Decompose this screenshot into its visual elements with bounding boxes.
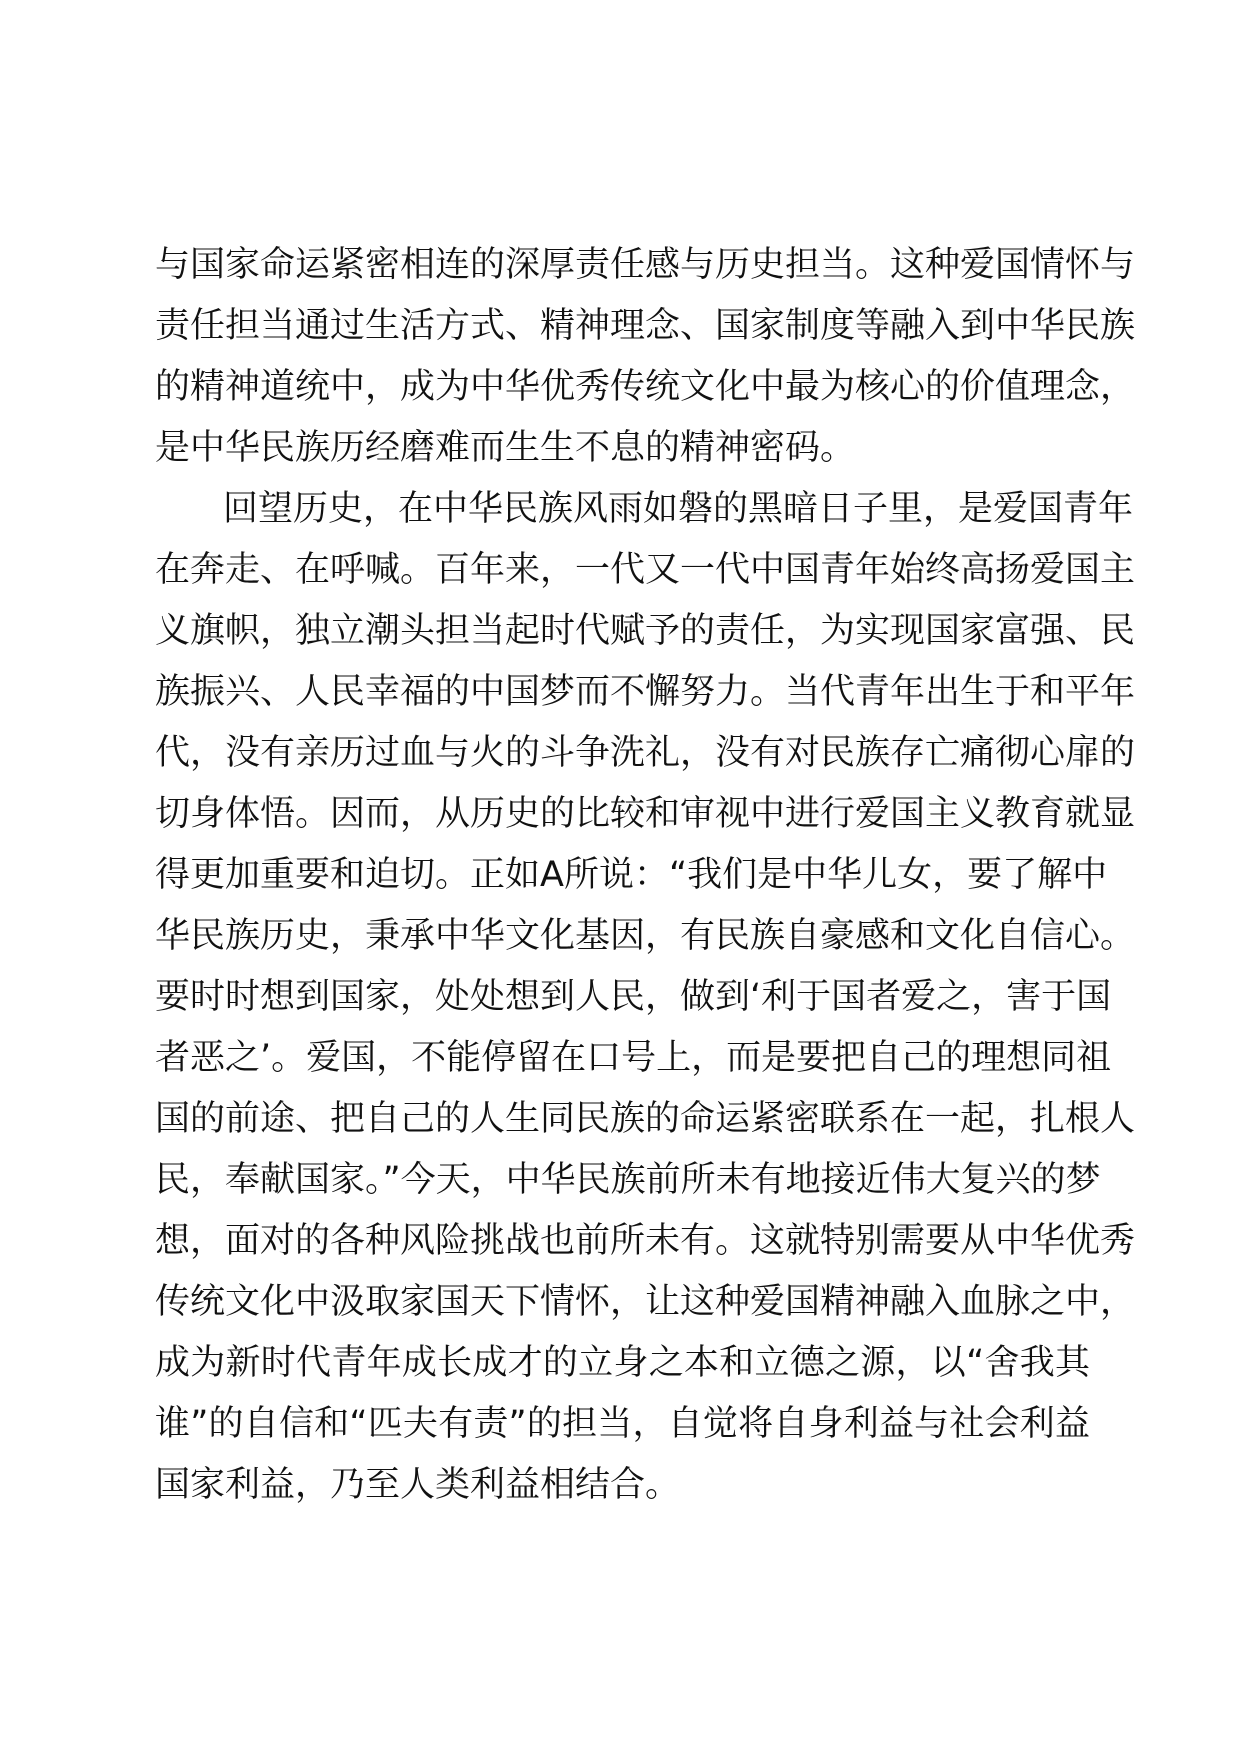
- text-line: 义旗帜，独立潮头担当起时代赋予的责任，为实现国家富强、民: [155, 611, 1136, 651]
- text-line: 在奔走、在呼喊。百年来，一代又一代中国青年始终高扬爱国主: [155, 550, 1136, 590]
- text-line: 回望历史，在中华民族风雨如磐的黑暗日子里，是爱国青年: [223, 489, 1134, 529]
- text-line: 谁”的自信和“匹夫有责”的担当，自觉将自身利益与社会利益: [155, 1404, 1090, 1444]
- text-line: 成为新时代青年成长成才的立身之本和立德之源，以“舍我其: [155, 1343, 1090, 1383]
- text-line: 要时时想到国家，处处想到人民，做到‘利于国者爱之，害于国: [155, 977, 1112, 1017]
- text-line: 传统文化中汲取家国天下情怀，让这种爱国精神融入血脉之中，: [155, 1282, 1136, 1322]
- body-text: [155, 235, 1136, 1516]
- text-line: 是中华民族历经磨难而生生不息的精神密码。: [155, 428, 856, 468]
- text-line: 族振兴、人民幸福的中国梦而不懈努力。当代青年出生于和平年: [155, 672, 1136, 712]
- text-line: 切身体悟。因而，从历史的比较和审视中进行爱国主义教育就显: [155, 794, 1136, 834]
- paragraph-2: [155, 479, 1136, 1516]
- text-line: 与国家命运紧密相连的深厚责任感与历史担当。这种爱国情怀与: [155, 245, 1136, 285]
- text-line: 代，没有亲历过血与火的斗争洗礼，没有对民族存亡痛彻心扉的: [155, 733, 1136, 773]
- text-line: 民，奉献国家。”今天，中华民族前所未有地接近伟大复兴的梦: [155, 1160, 1101, 1200]
- text-line: 想，面对的各种风险挑战也前所未有。这就特别需要从中华优秀: [155, 1221, 1136, 1261]
- text-line: 责任担当通过生活方式、精神理念、国家制度等融入到中华民族: [155, 306, 1136, 346]
- text-line: 华民族历史，秉承中华文化基因，有民族自豪感和文化自信心。: [155, 916, 1136, 956]
- text-line: 得更加重要和迫切。正如A所说：“我们是中华儿女，要了解中: [155, 855, 1108, 895]
- text-line: 国家利益，乃至人类利益相结合。: [155, 1465, 681, 1505]
- text-line: 者恶之’。爱国，不能停留在口号上，而是要把自己的理想同祖: [155, 1038, 1112, 1078]
- text-line: 国的前途、把自己的人生同民族的命运紧密联系在一起，扎根人: [155, 1099, 1136, 1139]
- text-line: 的精神道统中，成为中华优秀传统文化中最为核心的价值理念，: [155, 367, 1136, 407]
- paragraph-1: [155, 235, 1136, 479]
